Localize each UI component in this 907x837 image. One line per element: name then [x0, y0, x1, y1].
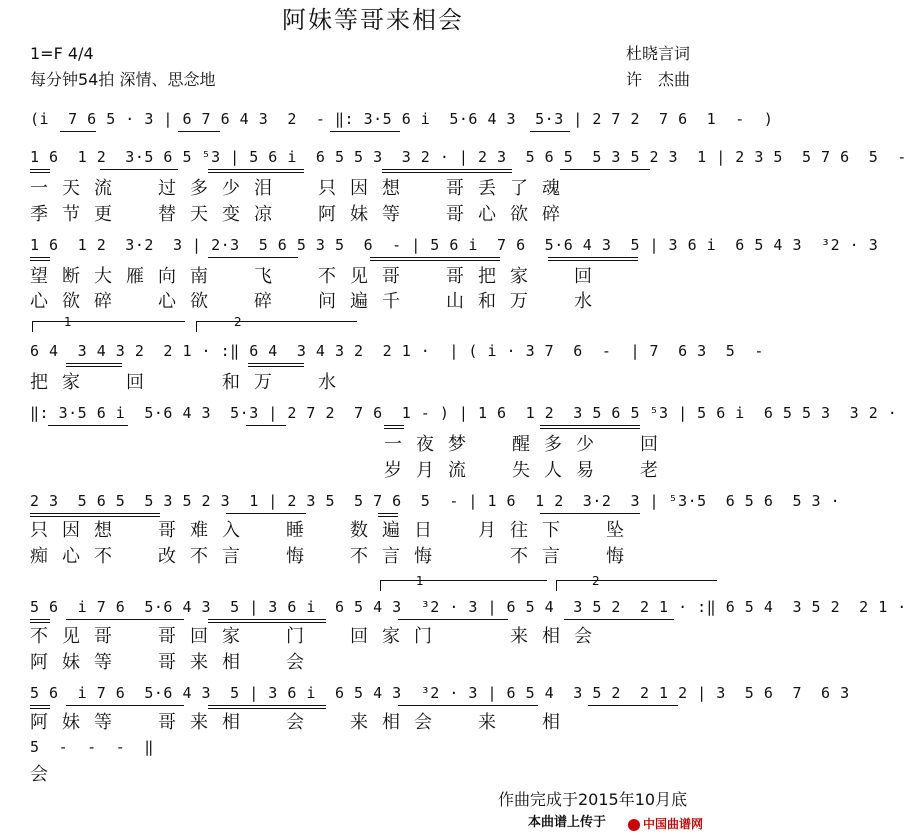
- key-meter: 1=F 4/4: [30, 44, 94, 63]
- volta-bracket-1: [32, 321, 185, 332]
- notes-line: 5 - - - ‖: [30, 738, 154, 756]
- notes-line: ‖: 3·5 6 i 5·6 4 3 5·3 | 2 7 2 7 6 1 - ) | 1 6 1 2 3 5 6 5 ⁵3 | 5 6 i 6 5 5 3 3 2 ·: [30, 404, 898, 422]
- composition-date-note: 作曲完成于2015年10月底: [498, 790, 688, 809]
- volta-bracket-1: [380, 580, 547, 591]
- volta-number: 2: [234, 315, 242, 329]
- notes-line: 1 6 1 2 3·2 3 | 2·3 5 6 5 3 5 6 - | 5 6 i 7 6 5·6 4 3 5 | 3 6 i 6 5 4 3 ³2 · 3: [30, 236, 879, 254]
- logo-icon: [628, 819, 640, 831]
- lyric-verse-1: 只因想 哥难入 睡 数遍日 月往下 坠: [30, 520, 638, 541]
- site-logo: [628, 815, 703, 832]
- tempo-expression: 每分钟54拍 深情、思念地: [30, 70, 216, 89]
- page-title: 阿妹等哥来相会: [282, 6, 464, 34]
- notes-line: 6 4 3 4 3 2 2 1 · :‖ 6 4 3 4 3 2 2 1 · | ( i · 3 7 6 - | 7 6 3 5 -: [30, 342, 764, 360]
- lyric-verse-2: 季节更 替天变凉 阿妹等 哥心欲碎: [30, 204, 574, 225]
- notes-line: 5 6 i 7 6 5·6 4 3 5 | 3 6 i 6 5 4 3 ³2 · 3 | 6 5 4 3 5 2 2 1 2 | 3 5 6 7 6 3: [30, 684, 850, 702]
- notes-line: 5 6 i 7 6 5·6 4 3 5 | 3 6 i 6 5 4 3 ³2 · 3 | 6 5 4 3 5 2 2 1 · :‖ 6 5 4 3 5 2 2 1 ·: [30, 598, 907, 616]
- lyric-verse-1: 一天流 过多少泪 只因想 哥丢了魂: [30, 178, 574, 199]
- volta-number: 1: [416, 574, 424, 588]
- volta-bracket-2: [196, 321, 357, 332]
- notes-line: 1 6 1 2 3·5 6 5 ⁵3 | 5 6 i 6 5 5 3 3 2 · | 2 3 5 6 5 5 3 5 2 3 1 | 2 3 5 5 7 6 5 -: [30, 148, 907, 166]
- notes-line: (i 7 6 5 · 3 | 6 7 6 4 3 2 - ‖: 3·5 6 i 5·6 4 3 5·3 | 2 7 2 7 6 1 - ): [30, 110, 774, 128]
- lyric-verse-1: 不见哥 哥回家 门 回家门 来相会: [30, 626, 606, 647]
- uploader-note: 本曲谱上传于: [528, 815, 607, 830]
- lyric-verse-2: 痴心不 改不言 悔 不言悔 不言 悔: [30, 546, 638, 567]
- lyric-verse-1: 阿妹等 哥来相 会 来相会 来 相: [30, 712, 574, 733]
- lyric-verse-2: 心欲碎 心欲 碎 问遍千 山和万 水: [30, 291, 606, 312]
- lyric-verse-2: 阿妹等 哥来相 会: [30, 652, 318, 673]
- lyric-verse-1: 一夜梦 醒多少 回: [384, 434, 672, 455]
- volta-number: 1: [64, 315, 72, 329]
- volta-number: 2: [592, 574, 600, 588]
- lyric-verse-2: 岁月流 失人易 老: [384, 460, 672, 481]
- site-logo-text: 中国曲谱网: [643, 817, 704, 831]
- lyricist: 杜晓言词: [626, 44, 691, 63]
- notes-line: 2 3 5 6 5 5 3 5 2 3 1 | 2 3 5 5 7 6 5 - | 1 6 1 2 3·2 3 | ⁵3·5 6 5 6 5 3 ·: [30, 492, 841, 510]
- composer: 许 杰曲: [626, 70, 691, 89]
- volta-bracket-2: [556, 580, 717, 591]
- lyric-verse-1: 把家 回 和万 水: [30, 372, 350, 393]
- lyric-verse-1: 望断大雁向南 飞 不见哥 哥把家 回: [30, 266, 606, 287]
- lyric-verse-1: 会: [30, 764, 62, 785]
